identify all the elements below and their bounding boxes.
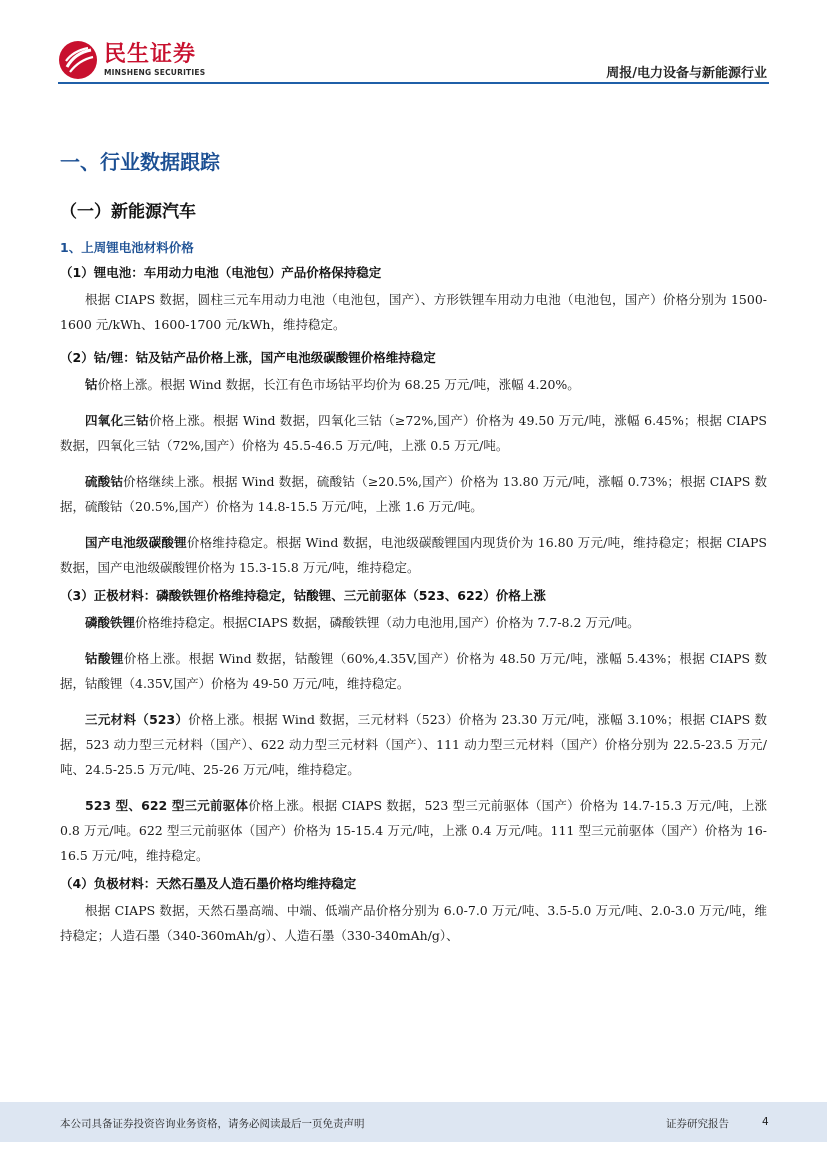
subsection-title: （一）新能源汽车 (60, 202, 196, 222)
paragraph-precursor: 523 型、622 型三元前驱体价格上涨。根据 CIAPS 数据，523 型三元前驱体（国产）价格为 14.7-15.3 万元/吨，上涨 0.8 万元/吨。622 型三元前驱体（国产）价格为 15-15.4 万元/吨，上涨 0.4 万元/吨。111 型三元前驱体（国产）价格为 16-16.5 万元/吨，维持稳定。 (60, 798, 767, 863)
page-header (0, 0, 827, 90)
block-heading-cobalt-lithium: （2）钴/锂：钴及钴产品价格上涨，国产电池级碳酸锂价格维持稳定 (60, 350, 436, 365)
page-number: 4 (762, 1116, 769, 1128)
paragraph-cobalt-tetroxide: 四氧化三钴价格上涨。根据 Wind 数据，四氧化三钴（≥72%,国产）价格为 49.50 万元/吨，涨幅 6.45%；根据 CIAPS 数据，四氧化三钴（72%,国产）价格为 45.5-46.5 万元/吨，上涨 0.5 万元/吨。 (60, 413, 767, 453)
paragraph-lithium-carbonate: 国产电池级碳酸锂价格维持稳定。根据 Wind 数据，电池级碳酸锂国内现货价为 16.80 万元/吨，维持稳定；根据 CIAPS 数据，国产电池级碳酸锂价格为 15.3-15.8 万元/吨，维持稳定。 (60, 535, 767, 575)
page-content (60, 140, 767, 959)
item-title: 1、上周锂电池材料价格 (60, 240, 194, 255)
page-footer (0, 1102, 827, 1142)
footer-report-type: 证券研究报告 (666, 1118, 729, 1130)
paragraph-cobalt: 钴价格上涨。根据 Wind 数据，长江有色市场钴平均价为 68.25 万元/吨，涨幅 4.20%。 (85, 377, 580, 392)
report-category: 周报/电力设备与新能源行业 (606, 66, 767, 81)
paragraph-ternary-523: 三元材料（523）价格上涨。根据 Wind 数据，三元材料（523）价格为 23.30 万元/吨，涨幅 3.10%；根据 CIAPS 数据，523 动力型三元材料（国产）、622 动力型三元材料（国产）、111 动力型三元材料（国产）价格分别为 22.5-23.5 万元/吨、24.5-25.5 万元/吨、25-26 万元/吨，维持稳定。 (60, 712, 767, 777)
paragraph-battery-price: 根据 CIAPS 数据，圆柱三元车用动力电池（电池包，国产）、方形铁锂车用动力电池（电池包，国产）价格分别为 1500-1600 元/kWh、1600-1700 元/kWh，维持稳定。 (60, 292, 767, 332)
paragraph-graphite: 根据 CIAPS 数据，天然石墨高端、中端、低端产品价格分别为 6.0-7.0 万元/吨、3.5-5.0 万元/吨、2.0-3.0 万元/吨，维持稳定；人造石墨（340-360mAh/g）、人造石墨（330-340mAh/g）、 (60, 903, 767, 943)
section-title: 一、行业数据跟踪 (60, 150, 220, 174)
minsheng-logo-icon (58, 40, 98, 80)
company-logo (58, 40, 205, 80)
paragraph-lfp: 磷酸铁锂价格维持稳定。根据CIAPS 数据，磷酸铁锂（动力电池用,国产）价格为 7.7-8.2 万元/吨。 (85, 615, 640, 630)
block-heading-anode: （4）负极材料：天然石墨及人造石墨价格均维持稳定 (60, 876, 357, 891)
block-heading-battery: （1）锂电池：车用动力电池（电池包）产品价格保持稳定 (60, 265, 382, 280)
logo-english-text: MINSHENG SECURITIES (104, 67, 206, 77)
header-divider (58, 82, 769, 84)
footer-disclaimer: 本公司具备证券投资咨询业务资格，请务必阅读最后一页免责声明 (60, 1118, 365, 1130)
paragraph-lco: 钴酸锂价格上涨。根据 Wind 数据，钴酸锂（60%,4.35V,国产）价格为 48.50 万元/吨，涨幅 5.43%；根据 CIAPS 数据，钴酸锂（4.35V,国产）价格为 49-50 万元/吨，维持稳定。 (60, 651, 767, 691)
paragraph-cobalt-sulfate: 硫酸钴价格继续上涨。根据 Wind 数据，硫酸钴（≥20.5%,国产）价格为 13.80 万元/吨，涨幅 0.73%；根据 CIAPS 数据，硫酸钴（20.5%,国产）价格为 14.8-15.5 万元/吨，上涨 1.6 万元/吨。 (60, 474, 767, 514)
block-heading-cathode: （3）正极材料：磷酸铁锂价格维持稳定，钴酸锂、三元前驱体（523、622）价格上涨 (60, 588, 546, 603)
logo-chinese-text: 民生证券 (104, 41, 197, 67)
